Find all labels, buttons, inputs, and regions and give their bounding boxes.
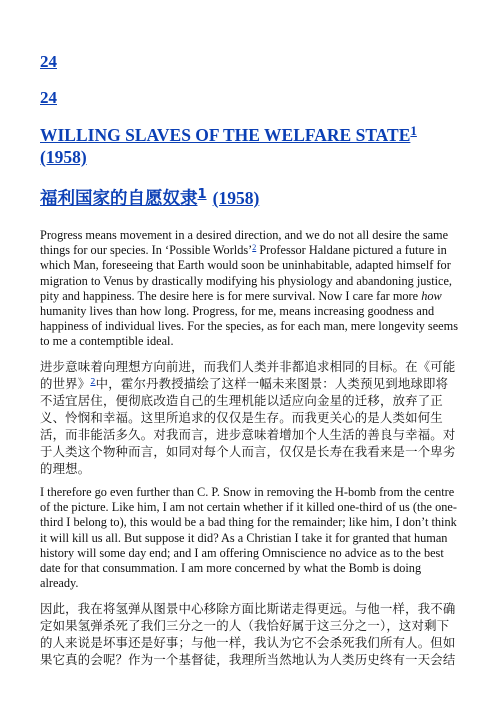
paragraph-en-2: I therefore go even further than C. P. Snow in removing the H-bomb from the centre of the picture. Like him, I am not certain whether if it killed one-third of us (the one-third I belong to), this would be a bad thing for the remainder; like him, I don’t think it will kill us all. But suppose it did? As a Christian I take it for granted that human history will some day end; and I am offering Omniscience no advice as to the best date for that consummation. I am more concerned by what the Bomb is doing already. [40,485,457,591]
chapter-year-en[interactable]: (1958) [40,147,87,167]
title-zh-footnote-link[interactable]: 1 [197,187,207,202]
title-en-footnote-link[interactable]: 1 [410,123,417,138]
paragraph-zh-1 [40,358,460,477]
paragraph-text: 进步意味着向理想方向前进，而我们人类并非都追求相同的目标。在《可能的世界》 [40,359,456,391]
paragraph-text: Progress means movement in a desired direction, and we do not all desire the same things for our species. In ‘Possible Worlds’ [40,228,449,258]
chapter-title-en-link[interactable]: WILLING SLAVES OF THE WELFARE STATE [40,125,411,145]
chapter-title-zh [40,186,460,211]
paragraph-zh-2: 因此，我在将氢弹从图景中心移除方面比斯诺走得更远。与他一样，我不确定如果氢弹杀死了我们三分之一的人（我恰好属于这三分之一），这对剩下的人来说是坏事还是好事；与他一样，我认为它不会杀死我们所有人。但如果它真的会呢？作为一个基督徒，我理所当然地认为人类历史终有一天会结 [40,601,456,667]
paragraph-text: 中，霍尔丹教授描绘了这样一幅未来图景：人类预见到地球即将不适宜居住，便彻底改造自己的生理机能以适应向金星的迁移，放弃了正义、怜悯和幸福。这里所追求的仅仅是生存。而我更关心的是人类如何生活，而非能活多久。对我而言，进步意味着增加个人生活的善良与幸福。对于人类这个物种而言，如同对每个人而言，仅仅是长寿在我看来是一个卑劣的理想。 [40,376,456,476]
paragraph-en-1 [40,228,460,350]
page-number-link[interactable]: 24 [40,52,57,71]
chapter-title-en [40,124,460,168]
paragraph-text: Professor Haldane pictured a future in which Man, foreseeing that Earth would soon be uninhabitable, adapted himself for migration to Venus by drastically modifying his physiology and abandoning justice, pity and happiness. The desire here is for mere survival. Now I care far more [40,243,453,303]
footnote-link[interactable]: 2 [90,377,96,386]
footnote-link[interactable]: 2 [252,243,257,253]
chapter-title-zh-link[interactable]: 福利国家的自愿奴隶 [40,189,198,209]
paragraph-text: humanity lives than how long. Progress, for me, means increasing goodness and happiness of individual lives. For the species, as for each man, mere longevity seems to me a contemptible ideal. [40,304,458,349]
emphasis-text: how [421,288,442,303]
chapter-year-zh[interactable]: (1958) [212,188,260,208]
page-number-link[interactable]: 24 [40,88,57,107]
